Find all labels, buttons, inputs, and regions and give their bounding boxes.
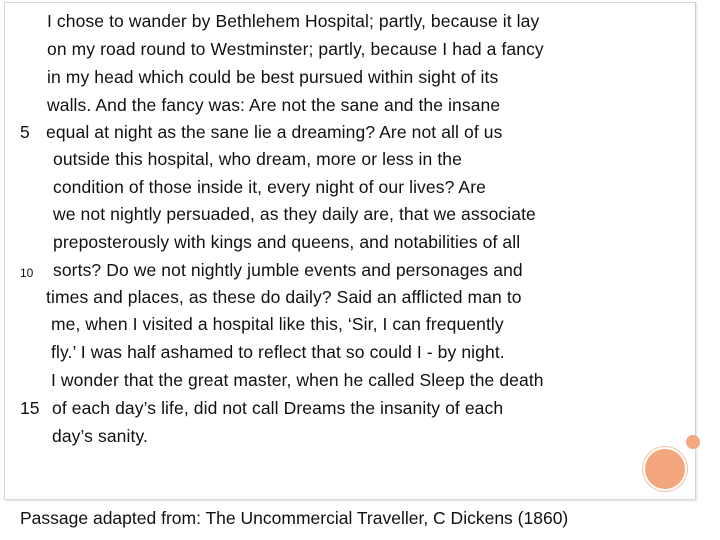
passage-line: times and places, as these do daily? Said an afflicted man to	[46, 287, 522, 307]
passage-line: outside this hospital, who dream, more or less in the	[53, 149, 462, 169]
passage-line: of each day’s life, did not call Dreams the insanity of each	[52, 398, 504, 418]
passage-line: equal at night as the sane lie a dreaming? Are not all of us	[46, 122, 503, 142]
passage-line: we not nightly persuaded, as they daily are, that we associate	[53, 204, 536, 224]
passage-line: in my head which could be best pursued within sight of its	[47, 67, 499, 87]
passage-line: walls. And the fancy was: Are not the sane and the insane	[47, 95, 501, 115]
passage-line: me, when I visited a hospital like this, ‘Sir, I can frequently	[51, 314, 504, 334]
passage-line: preposterously with kings and queens, and notabilities of all	[53, 232, 521, 252]
passage-line: sorts? Do we not nightly jumble events and personages and	[53, 260, 523, 280]
passage-line: condition of those inside it, every night of our lives? Are	[53, 177, 486, 197]
line-number-15: 15	[20, 398, 40, 418]
line-number-5: 5	[20, 122, 30, 142]
passage-line: on my road round to Westminster; partly, because I had a fancy	[47, 39, 544, 59]
decorative-large-circle	[643, 447, 687, 491]
passage-line: I wonder that the great master, when he called Sleep the death	[51, 370, 544, 390]
line-number-10: 10	[20, 266, 34, 280]
passage-line: I chose to wander by Bethlehem Hospital; partly, because it lay	[47, 11, 540, 31]
passage-line: fly.’ I was half ashamed to reflect that so could I - by night.	[51, 342, 505, 362]
decorative-small-circle	[686, 435, 700, 449]
source-citation: Passage adapted from: The Uncommercial Traveller, C Dickens (1860)	[20, 508, 569, 528]
frame-divider	[695, 2, 696, 442]
passage-line: day’s sanity.	[52, 426, 148, 446]
